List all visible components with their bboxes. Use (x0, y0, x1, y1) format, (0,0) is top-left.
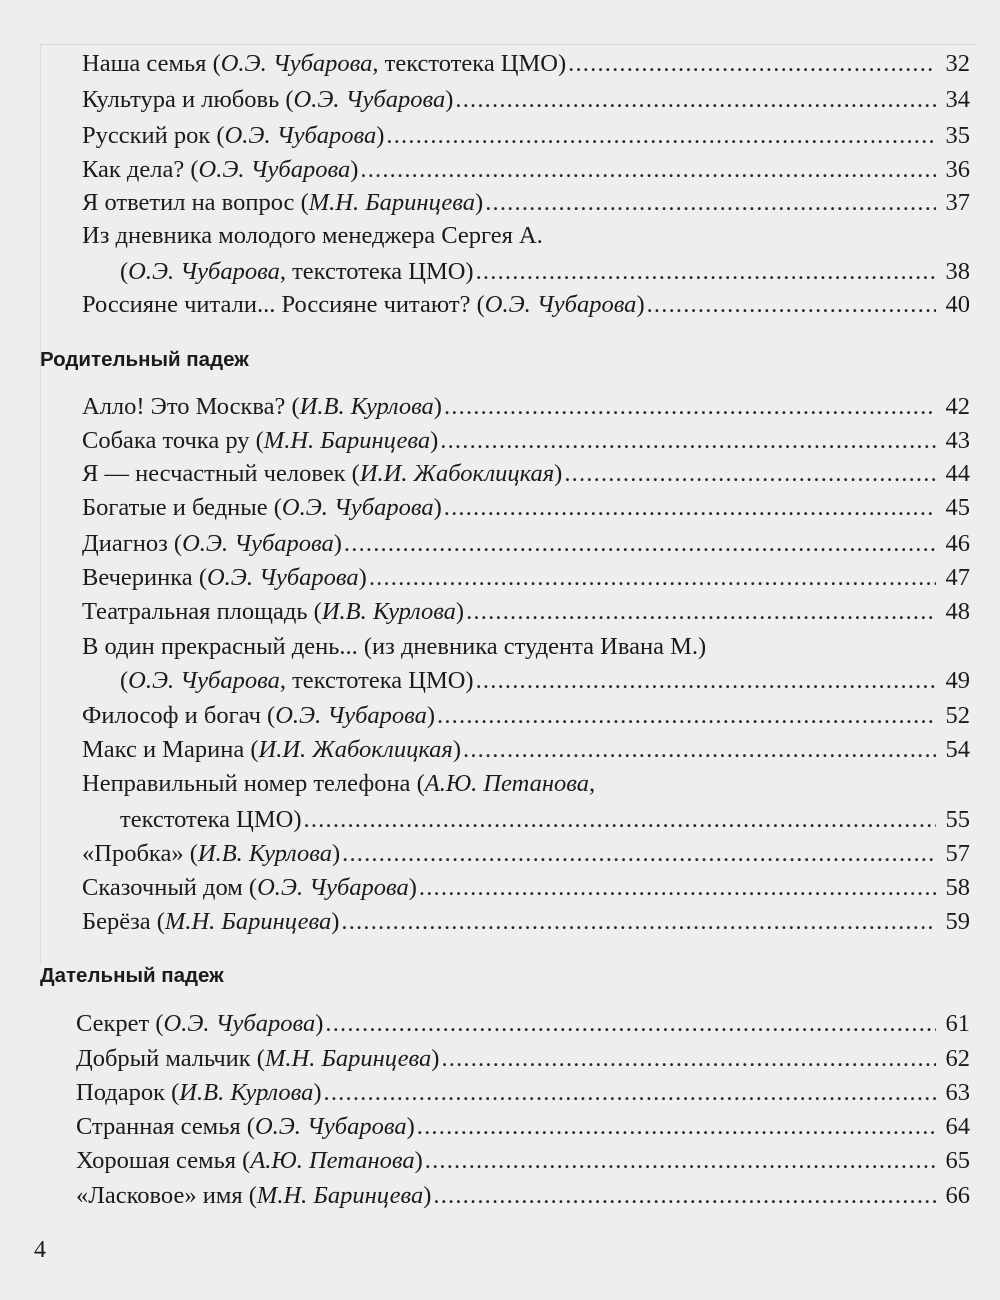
leader-dots (568, 48, 936, 80)
toc-entry[interactable] (76, 1008, 970, 1040)
toc-entry[interactable] (82, 872, 970, 904)
toc-entry[interactable] (76, 1145, 970, 1177)
bleed-through-rule (40, 44, 41, 964)
entry-author-line: (О.Э. Чубарова, текстотека ЦМО) (120, 667, 474, 694)
leader-dots (433, 1180, 936, 1212)
entry-title-line: Берёза (М.Н. Баринцева) (82, 908, 340, 935)
entry-page-number: 58 (945, 874, 970, 901)
leader-dots (325, 1008, 936, 1040)
entry-title-first-line[interactable]: В один прекрасный день... (из дневника студента Ивана М.) (82, 633, 707, 660)
toc-entry[interactable] (82, 48, 970, 80)
toc-entry[interactable] (82, 906, 970, 938)
leader-dots (360, 154, 936, 186)
entry-page-number: 54 (945, 736, 970, 763)
leader-dots (455, 84, 936, 116)
toc-entry[interactable] (76, 1043, 970, 1075)
entry-page-number: 59 (945, 908, 970, 935)
entry-page-number: 43 (945, 427, 970, 454)
entry-page-number: 66 (945, 1182, 970, 1209)
section-heading: Родительный падеж (40, 348, 249, 371)
leader-dots (386, 120, 936, 152)
entry-title-line: Как дела? (О.Э. Чубарова) (82, 156, 359, 183)
toc-entry[interactable] (82, 458, 970, 490)
entry-title-line: Театральная площадь (И.В. Курлова) (82, 598, 465, 625)
toc-entry[interactable] (76, 1111, 970, 1143)
entry-page-number: 42 (945, 393, 970, 420)
entry-page-number: 35 (945, 122, 970, 149)
toc-entry[interactable] (82, 120, 970, 152)
toc-entry[interactable] (82, 492, 970, 524)
leader-dots (369, 562, 936, 594)
entry-title-line: Алло! Это Москва? (И.В. Курлова) (82, 393, 442, 420)
entry-page-number: 65 (945, 1147, 970, 1174)
toc-entry[interactable] (82, 700, 970, 732)
entry-page-number: 52 (945, 702, 970, 729)
entry-page-number: 38 (945, 258, 970, 285)
leader-dots (437, 700, 936, 732)
entry-title-line: Философ и богач (О.Э. Чубарова) (82, 702, 436, 729)
entry-page-number: 47 (945, 564, 970, 591)
toc-entry-continuation[interactable] (120, 804, 970, 836)
leader-dots (476, 256, 936, 288)
leader-dots (564, 458, 936, 490)
leader-dots (342, 838, 936, 870)
entry-page-number: 55 (945, 806, 970, 833)
entry-page-number: 62 (945, 1045, 970, 1072)
entry-page-number: 46 (945, 530, 970, 557)
toc-entry[interactable] (82, 84, 970, 116)
leader-dots (476, 665, 936, 697)
entry-title-first-line[interactable]: Из дневника молодого менеджера Сергея А. (82, 222, 543, 249)
toc-entry[interactable] (82, 528, 970, 560)
entry-title-line: Секрет (О.Э. Чубарова) (76, 1010, 324, 1037)
leader-dots (463, 734, 936, 766)
toc-entry[interactable] (82, 734, 970, 766)
leader-dots (419, 872, 936, 904)
entry-page-number: 64 (945, 1113, 970, 1140)
entry-title-line: Наша семья (О.Э. Чубарова, текстотека ЦМО) (82, 50, 567, 77)
entry-title-line: Хорошая семья (А.Ю. Петанова) (76, 1147, 423, 1174)
entry-title-line: «Ласковое» имя (М.Н. Баринцева) (76, 1182, 432, 1209)
entry-title-line: Сказочный дом (О.Э. Чубарова) (82, 874, 417, 901)
leader-dots (466, 596, 936, 628)
leader-dots (444, 391, 936, 423)
toc-entry[interactable] (82, 596, 970, 628)
toc-entry[interactable] (82, 154, 970, 186)
entry-page-number: 61 (945, 1010, 970, 1037)
entry-title-line: Диагноз (О.Э. Чубарова) (82, 530, 342, 557)
entry-title-line: Россияне читали... Россияне читают? (О.Э. Чубарова) (82, 291, 645, 318)
toc-entry-continuation[interactable] (120, 665, 970, 697)
entry-title-first-line[interactable]: Неправильный номер телефона (А.Ю. Петанова, (82, 770, 596, 797)
leader-dots (485, 187, 936, 219)
leader-dots (344, 528, 936, 560)
entry-title-line: Добрый мальчик (М.Н. Баринцева) (76, 1045, 440, 1072)
entry-page-number: 34 (945, 86, 970, 113)
entry-page-number: 32 (945, 50, 970, 77)
entry-page-number: 37 (945, 189, 970, 216)
toc-entry-continuation[interactable] (120, 256, 970, 288)
toc-entry[interactable] (82, 289, 970, 321)
entry-title-line: Богатые и бедные (О.Э. Чубарова) (82, 494, 442, 521)
entry-page-number: 63 (945, 1079, 970, 1106)
entry-author-line: (О.Э. Чубарова, текстотека ЦМО) (120, 258, 474, 285)
leader-dots (417, 1111, 936, 1143)
leader-dots (425, 1145, 936, 1177)
entry-page-number: 44 (945, 460, 970, 487)
toc-entry[interactable] (82, 562, 970, 594)
entry-title-line: Вечеринка (О.Э. Чубарова) (82, 564, 367, 591)
leader-dots (441, 1043, 936, 1075)
toc-entry[interactable] (82, 187, 970, 219)
entry-author-line: текстотека ЦМО) (120, 806, 302, 833)
leader-dots (444, 492, 936, 524)
leader-dots (304, 804, 936, 836)
entry-title-line: Странная семья (О.Э. Чубарова) (76, 1113, 415, 1140)
section-heading: Дательный падеж (40, 964, 224, 987)
entry-title-line: Подарок (И.В. Курлова) (76, 1079, 322, 1106)
entry-page-number: 40 (945, 291, 970, 318)
leader-dots (324, 1077, 936, 1109)
toc-entry[interactable] (82, 391, 970, 423)
toc-entry[interactable] (82, 425, 970, 457)
bleed-through-rule (40, 44, 975, 45)
entry-title-line: Собака точка ру (М.Н. Баринцева) (82, 427, 439, 454)
entry-page-number: 36 (945, 156, 970, 183)
entry-title-line: Макс и Марина (И.И. Жабоклицкая) (82, 736, 461, 763)
entry-page-number: 49 (945, 667, 970, 694)
entry-title-line: Я — несчастный человек (И.И. Жабоклицкая) (82, 460, 563, 487)
toc-entry[interactable] (82, 838, 970, 870)
toc-entry[interactable] (76, 1077, 970, 1109)
entry-title-line: «Пробка» (И.В. Курлова) (82, 840, 341, 867)
entry-page-number: 57 (945, 840, 970, 867)
leader-dots (647, 289, 936, 321)
leader-dots (440, 425, 936, 457)
entry-page-number: 48 (945, 598, 970, 625)
entry-title-line: Русский рок (О.Э. Чубарова) (82, 122, 385, 149)
page-number: 4 (34, 1237, 46, 1263)
leader-dots (341, 906, 936, 938)
entry-title-line: Культура и любовь (О.Э. Чубарова) (82, 86, 454, 113)
entry-title-line: Я ответил на вопрос (М.Н. Баринцева) (82, 189, 484, 216)
entry-page-number: 45 (945, 494, 970, 521)
toc-entry[interactable] (76, 1180, 970, 1212)
